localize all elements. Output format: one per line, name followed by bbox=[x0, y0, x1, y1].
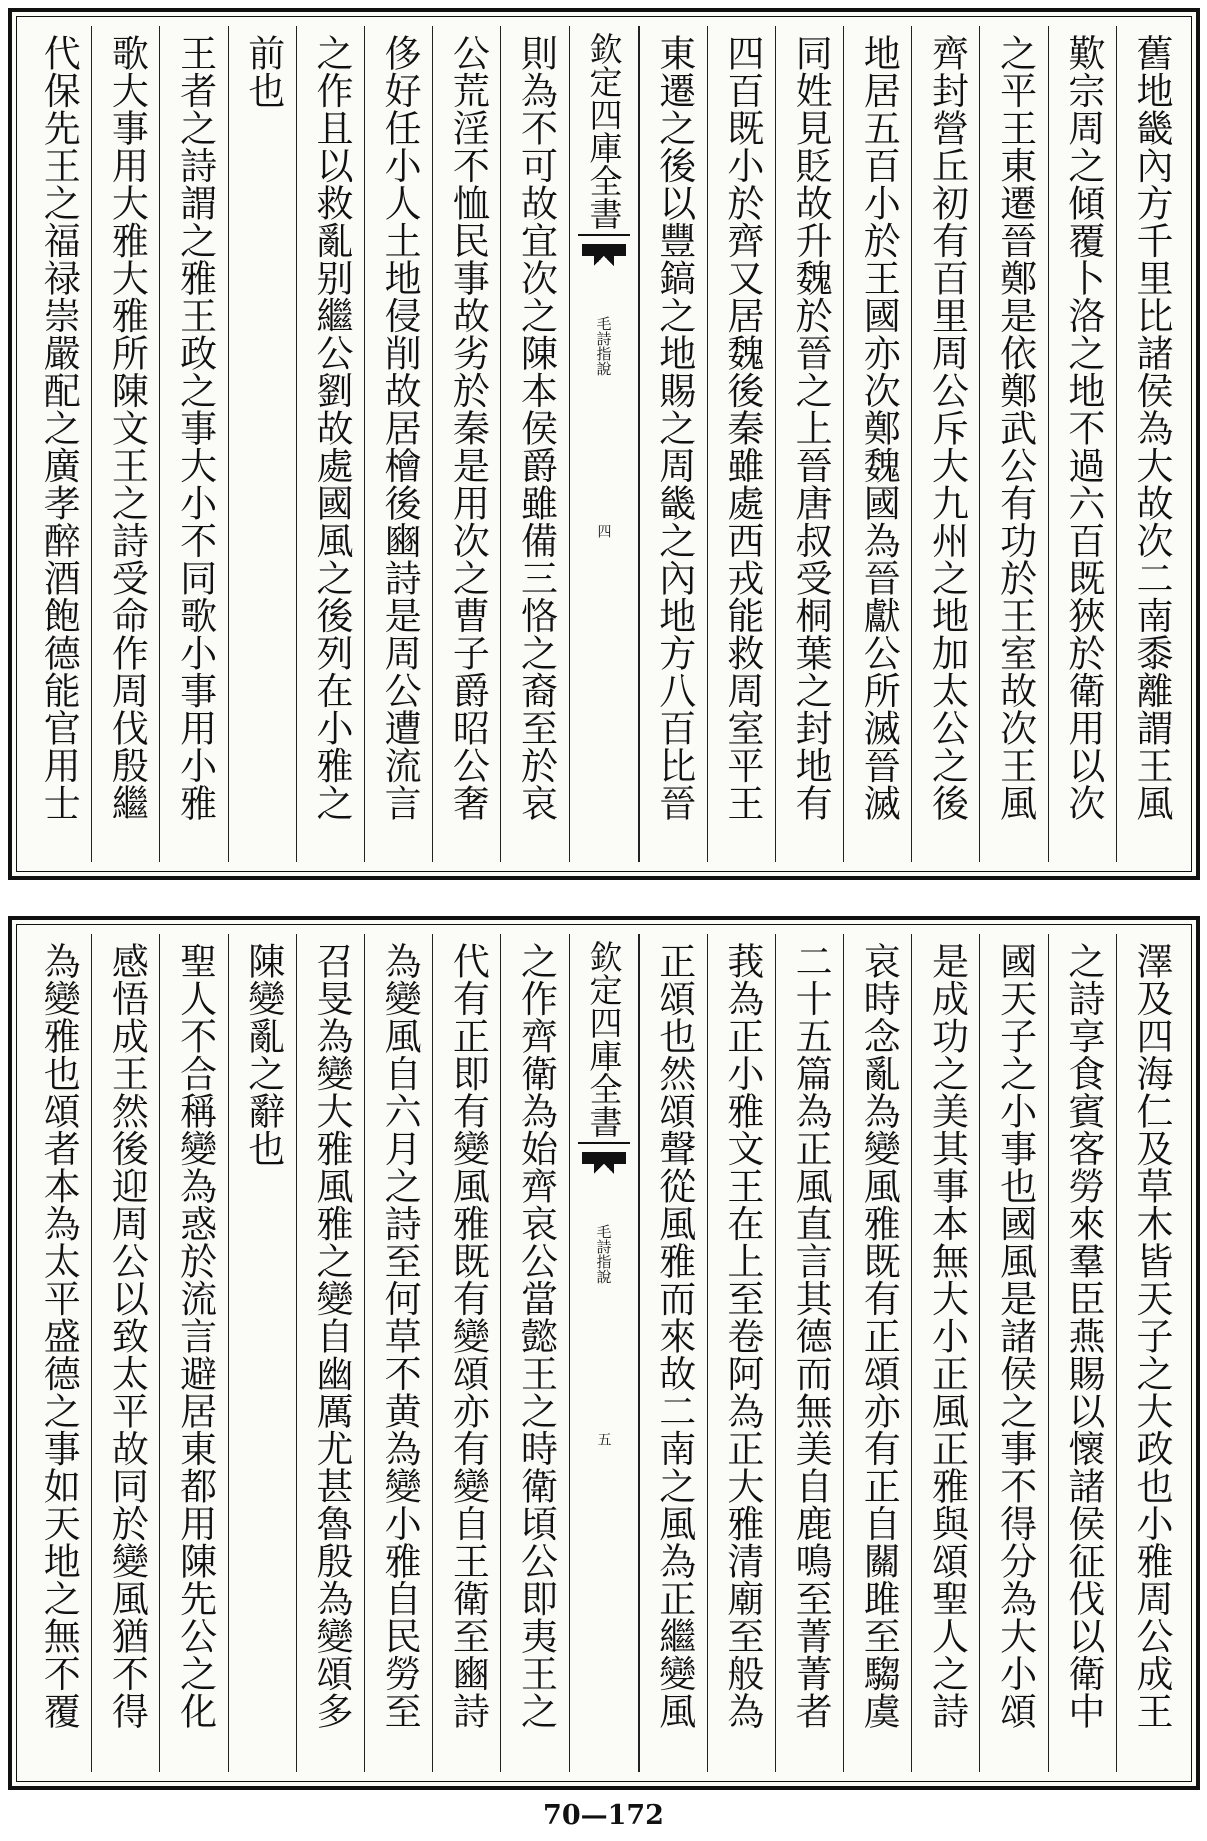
text-column: 侈好任小人土地侵削故居檜後豳詩是周公遭流言 bbox=[364, 26, 432, 862]
page-top bbox=[8, 8, 1200, 880]
book-title: 欽定四庫全書 bbox=[578, 32, 630, 236]
text-column: 聖人不合稱變為惑於流言避居東都用陳先公之化 bbox=[159, 934, 227, 1772]
text-column: 是成功之美其事本無大小正風正雅與頌聖人之詩 bbox=[911, 934, 979, 1772]
text-column: 則為不可故宜次之陳本侯爵雖備三恪之裔至於哀 bbox=[500, 26, 568, 862]
text-column: 之作齊衛為始齊哀公當懿王之時衛頃公即夷王之 bbox=[500, 934, 568, 1772]
text-column: 為變風自六月之詩至何草不黄為變小雅自民勞至 bbox=[364, 934, 432, 1772]
text-column: 二十五篇為正風直言其德而無美自鹿鳴至菁菁者 bbox=[775, 934, 843, 1772]
text-column: 哀時念亂為變風雅既有正頌亦有正自關雎至騶虞 bbox=[843, 934, 911, 1772]
text-column: 前也 bbox=[228, 26, 296, 862]
text-column: 莪為正小雅文王在上至卷阿為正大雅清廟至般為 bbox=[707, 934, 775, 1772]
text-column: 地居五百小於王國亦次鄭魏國為晉獻公所滅晉滅 bbox=[843, 26, 911, 862]
text-column: 東遷之後以豐鎬之地賜之周畿之內地方八百比晉 bbox=[639, 26, 707, 862]
text-column: 陳變亂之辭也 bbox=[228, 934, 296, 1772]
center-gutter bbox=[569, 934, 639, 1772]
leaf-number: 四 bbox=[595, 524, 612, 538]
text-column: 澤及四海仁及草木皆天子之大政也小雅周公成王 bbox=[1116, 934, 1184, 1772]
leaf-number: 五 bbox=[595, 1432, 612, 1446]
work-title: 毛詩指說 bbox=[594, 316, 613, 376]
text-column: 代有正即有變風雅既有變頌亦有變自王衛至豳詩 bbox=[432, 934, 500, 1772]
work-title: 毛詩指說 bbox=[594, 1224, 613, 1284]
text-column: 之詩享食賓客勞來羣臣燕賜以懷諸侯征伐以衛中 bbox=[1048, 934, 1116, 1772]
text-column: 之作且以救亂别繼公劉故處國風之後列在小雅之 bbox=[296, 26, 364, 862]
text-column: 感悟成王然後迎周公以致太平故同於變風猶不得 bbox=[91, 934, 159, 1772]
text-column: 公荒淫不恤民事故劣於秦是用次之曹子爵昭公奢 bbox=[432, 26, 500, 862]
text-column: 代保先王之福禄崇嚴配之廣孝醉酒飽德能官用士 bbox=[37, 34, 81, 822]
text-column: 齊封營丘初有百里周公斥大九州之地加太公之後 bbox=[911, 26, 979, 862]
fishtail-mark-icon bbox=[576, 1152, 632, 1178]
text-column: 召旻為變大雅風雅之變自幽厲尤甚魯殷為變頌多 bbox=[296, 934, 364, 1772]
page-number-footer: 70—172 bbox=[543, 1800, 664, 1831]
text-columns-bottom bbox=[24, 934, 1184, 1772]
text-column: 國天子之小事也國風是諸侯之事不得分為大小頌 bbox=[979, 934, 1047, 1772]
text-column: 王者之詩謂之雅王政之事大小不同歌小事用小雅 bbox=[159, 26, 227, 862]
fishtail-mark-icon bbox=[576, 244, 632, 270]
text-column: 四百既小於齊又居魏後秦雖處西戎能救周室平王 bbox=[707, 26, 775, 862]
text-columns-top bbox=[24, 26, 1184, 862]
text-column: 同姓見貶故升魏於晉之上晉唐叔受桐葉之封地有 bbox=[775, 26, 843, 862]
center-gutter bbox=[569, 26, 639, 862]
book-title: 欽定四庫全書 bbox=[578, 940, 630, 1144]
text-column: 舊地畿內方千里比諸侯為大故次二南黍離謂王風 bbox=[1116, 26, 1184, 862]
text-column: 歎宗周之傾覆卜洛之地不過六百既狹於衛用以次 bbox=[1048, 26, 1116, 862]
text-column: 為變雅也頌者本為太平盛德之事如天地之無不覆 bbox=[37, 942, 81, 1730]
text-column: 正頌也然頌聲從風雅而來故二南之風為正繼變風 bbox=[639, 934, 707, 1772]
page-bottom bbox=[8, 916, 1200, 1790]
text-column: 歌大事用大雅大雅所陳文王之詩受命作周伐殷繼 bbox=[91, 26, 159, 862]
text-column: 之平王東遷晉鄭是依鄭武公有功於王室故次王風 bbox=[979, 26, 1047, 862]
